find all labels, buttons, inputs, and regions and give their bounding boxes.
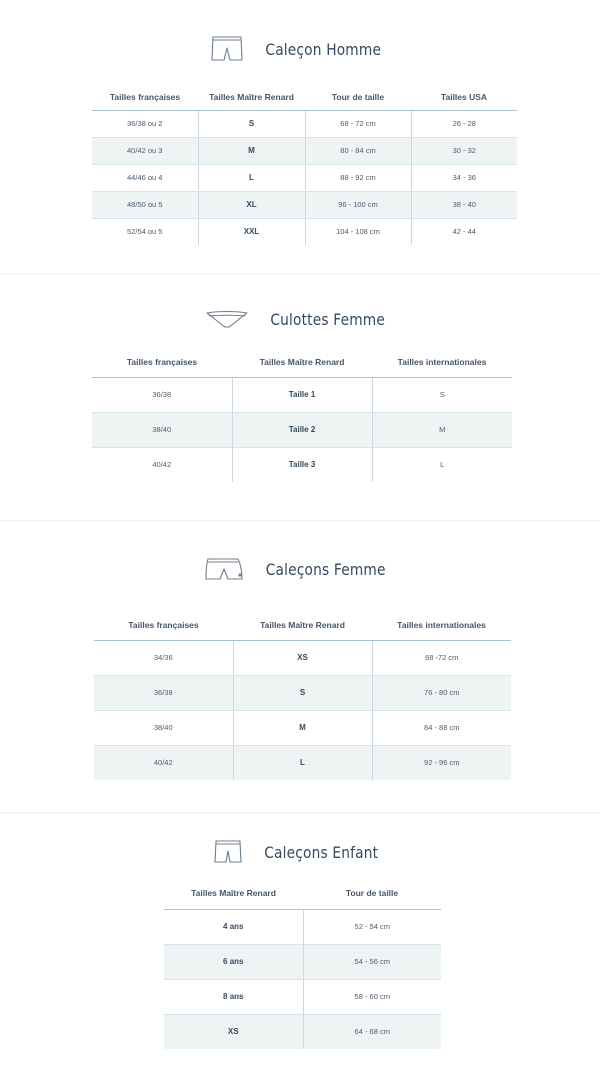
table-cell: S bbox=[233, 675, 372, 710]
table-row bbox=[164, 909, 441, 944]
column-header: Tailles USA bbox=[411, 84, 517, 110]
table-cell: XXL bbox=[198, 218, 305, 245]
table-row bbox=[94, 675, 511, 710]
table-cell: S bbox=[372, 377, 512, 412]
table-cell: 104 - 108 cm bbox=[305, 218, 411, 245]
section-title: Caleçons Enfant bbox=[264, 842, 378, 862]
table-cell: 64 - 68 cm bbox=[303, 1014, 441, 1049]
table-row bbox=[92, 164, 517, 191]
table-cell: 58 - 60 cm bbox=[303, 979, 441, 1014]
table-row bbox=[92, 377, 512, 412]
size-table-culottes bbox=[92, 347, 512, 482]
table-cell: XS bbox=[164, 1014, 303, 1049]
table-cell: 68 -72 cm bbox=[372, 640, 511, 675]
column-header: Tour de taille bbox=[305, 84, 411, 110]
table-cell: 40/42 bbox=[152, 460, 172, 470]
table-row bbox=[92, 447, 512, 482]
section-title-row bbox=[0, 837, 600, 867]
column-header: Tailles Maître Renard bbox=[164, 878, 303, 909]
column-header: Tailles Maître Renard bbox=[233, 610, 372, 640]
section-divider bbox=[0, 273, 600, 275]
table-row bbox=[92, 137, 517, 164]
table-row bbox=[164, 944, 441, 979]
panties-icon bbox=[205, 307, 249, 331]
table-cell: 8 ans bbox=[164, 979, 303, 1014]
table-cell: 26 - 28 bbox=[411, 110, 517, 137]
section-title: Culottes Femme bbox=[270, 309, 386, 329]
table-cell: 36/38 bbox=[94, 675, 233, 710]
table-cell: 96 - 100 cm bbox=[305, 191, 411, 218]
column-header: Tour de taille bbox=[303, 878, 441, 909]
table-cell: 52 - 54 cm bbox=[303, 909, 441, 944]
section-title: Caleçon Homme bbox=[265, 39, 381, 59]
table-cell: 30 - 32 bbox=[411, 137, 517, 164]
table-cell: 42 - 44 bbox=[411, 218, 517, 245]
column-header: Tailles Maître Renard bbox=[198, 84, 305, 110]
table-row bbox=[92, 110, 517, 137]
table-cell: Taille 2 bbox=[232, 412, 372, 447]
section-divider bbox=[0, 812, 600, 814]
table-header-row bbox=[92, 84, 517, 110]
table-cell: L bbox=[198, 164, 305, 191]
table-row bbox=[92, 218, 517, 245]
section-title-row bbox=[0, 304, 600, 334]
table-row bbox=[94, 710, 511, 745]
table-cell: 76 - 80 cm bbox=[372, 675, 511, 710]
column-header: Tailles françaises bbox=[92, 84, 198, 110]
table-header-row bbox=[164, 878, 441, 909]
table-row bbox=[164, 1014, 441, 1049]
table-cell: M bbox=[198, 137, 305, 164]
table-cell: XS bbox=[233, 640, 372, 675]
table-row bbox=[94, 745, 511, 780]
section-title-row bbox=[0, 553, 600, 585]
table-cell: 40/42 bbox=[94, 745, 233, 780]
table-cell: XL bbox=[198, 191, 305, 218]
table-cell: Taille 3 bbox=[232, 447, 372, 482]
size-table-enfant bbox=[164, 878, 441, 1049]
column-header: Tailles Maître Renard bbox=[232, 347, 372, 377]
table-cell: 52/54 ou 5 bbox=[127, 227, 163, 237]
size-table-calecons-femme bbox=[94, 610, 511, 780]
boxer-shorts-icon bbox=[210, 35, 244, 63]
table-cell: 38/40 bbox=[92, 412, 232, 447]
table-header-row bbox=[94, 610, 511, 640]
table-cell: 38 - 40 bbox=[411, 191, 517, 218]
table-cell: 6 ans bbox=[164, 944, 303, 979]
column-header: Tailles françaises bbox=[94, 610, 233, 640]
table-row bbox=[92, 412, 512, 447]
table-cell: 92 - 96 cm bbox=[372, 745, 511, 780]
column-header: Tailles internationales bbox=[372, 347, 512, 377]
size-table-homme bbox=[92, 84, 517, 245]
table-cell: 38/40 bbox=[94, 710, 233, 745]
column-header: Tailles françaises bbox=[92, 347, 232, 377]
table-cell: 40/42 ou 3 bbox=[92, 137, 198, 164]
table-cell: L bbox=[233, 745, 372, 780]
kids-shorts-icon bbox=[213, 839, 243, 865]
table-cell: 34 - 36 bbox=[411, 164, 517, 191]
table-row bbox=[94, 640, 511, 675]
table-cell: M bbox=[372, 412, 512, 447]
table-cell: 88 - 92 cm bbox=[305, 164, 411, 191]
table-cell: M bbox=[233, 710, 372, 745]
table-cell: S bbox=[198, 110, 305, 137]
table-cell: 4 ans bbox=[164, 909, 303, 944]
table-cell: 44/46 ou 4 bbox=[92, 164, 198, 191]
table-cell: 36/38 bbox=[92, 377, 232, 412]
table-cell: 54 - 56 cm bbox=[303, 944, 441, 979]
column-header: Tailles internationales bbox=[372, 610, 511, 640]
section-title-row bbox=[0, 34, 600, 64]
table-cell: 84 - 88 cm bbox=[372, 710, 511, 745]
section-title: Caleçons Femme bbox=[266, 559, 386, 579]
women-shorts-icon bbox=[204, 555, 244, 583]
table-row bbox=[164, 979, 441, 1014]
table-cell: 48/50 ou 5 bbox=[92, 191, 198, 218]
table-cell: 34/36 bbox=[94, 640, 233, 675]
section-divider bbox=[0, 520, 600, 522]
table-cell: L bbox=[372, 447, 512, 482]
table-header-row bbox=[92, 347, 512, 377]
table-cell: 68 - 72 cm bbox=[305, 110, 411, 137]
table-cell: Taille 1 bbox=[232, 377, 372, 412]
table-row bbox=[92, 191, 517, 218]
table-cell: 36/38 ou 2 bbox=[92, 110, 198, 137]
table-cell: 80 - 84 cm bbox=[305, 137, 411, 164]
